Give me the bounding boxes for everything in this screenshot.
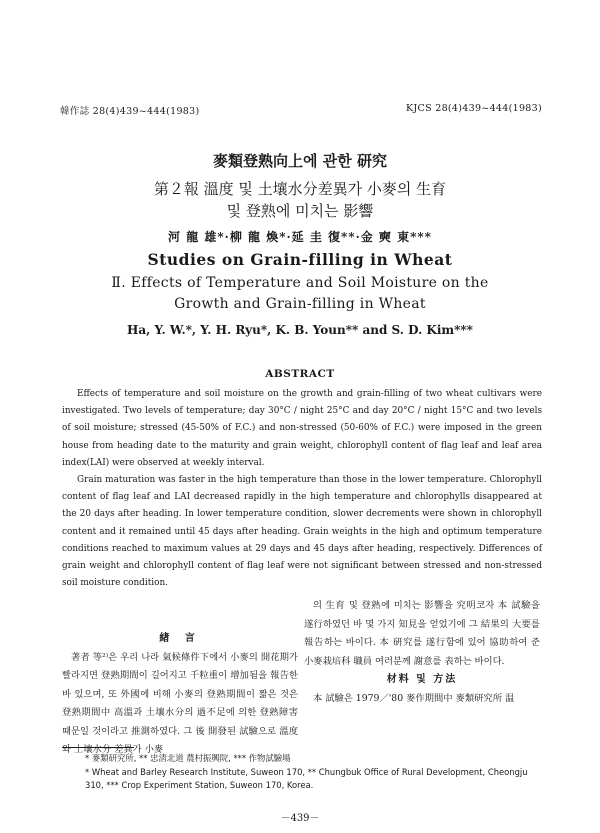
english-authors: Ha, Y. W.*, Y. H. Ryu*, K. B. Youn** and S. D. Kim*** xyxy=(127,323,473,337)
introduction-text: 著者 等²⁾은 우리 나라 氣候條件下에서 小麥의 開花期가 빨라지면 登熟期間이 길어지고 千粒重이 增加됨을 報告한 바 있으며, 또 外國에 비해 小麥의 登熟期間이 짧은 것은 登熟期間中 高溫과 土壤水分의 過不足에 의한 登熟障害 때문일 것이라고 推測하였다. 그 後 開發된 試驗으로 溫度와 土壤水分 差異가 小麥 xyxy=(62,651,298,755)
footnote-affiliations-english: * Wheat and Barley Research Institute, Suweon 170, ** Chungbuk Office of Rural Development, Cheongju 310, *** Crop Experiment Station, Suweon 170, Korea. xyxy=(85,766,528,790)
left-column xyxy=(62,630,298,760)
journal-citation-english: KJCS 28(4)439~444(1983) xyxy=(406,103,542,114)
methods-text: 本 試驗은 1979／'80 麥作期間中 麥類研究所 温 xyxy=(313,692,515,704)
footnote-divider xyxy=(62,747,134,748)
english-subtitle-line1: Ⅱ. Effects of Temperature and Soil Moisture on the xyxy=(111,275,489,291)
journal-citation-korean: 韓作誌 28(4)439~444(1983) xyxy=(60,106,200,117)
abstract-heading: ABSTRACT xyxy=(265,368,335,380)
methods-heading: 材料 및 方法 xyxy=(386,674,458,685)
abstract-body xyxy=(62,386,542,592)
footnotes xyxy=(85,752,547,793)
introduction-heading: 緖 言 xyxy=(159,633,201,644)
korean-authors: 河 龍 雄*·柳 龍 煥*·延 圭 復**·金 奭 東*** xyxy=(168,230,432,244)
english-title: Studies on Grain-filling in Wheat xyxy=(147,250,453,269)
korean-title: 麥類登熟向上에 관한 研究 xyxy=(213,152,387,170)
korean-subtitle-line1: 第２報 溫度 및 土壤水分差異가 小麥의 生育 xyxy=(153,180,447,198)
english-subtitle-line2: Growth and Grain-filling in Wheat xyxy=(174,296,426,312)
footnote-affiliations-korean: * 麥類研究所, ** 忠淸北道 農村振興院, *** 作物試驗場 xyxy=(85,753,291,763)
page-number: －439－ xyxy=(280,813,320,824)
korean-subtitle-line2: 및 登熟에 미치는 影響 xyxy=(226,202,374,220)
abstract-paragraph-1: Effects of temperature and soil moisture on the growth and grain-filling of two wheat cultivars were investigated. Two levels of temperature; day 30°C / night 25°C and day 20°C / night 15°C and two levels of soil moisture; stressed (45-50% of F.C.) and non-stressed (50-60% of F.C.) were imposed in the green house from heading date to the maturity and grain weight, chlorophyll content of flag leaf and leaf area index(LAI) were observed at weekly interval. xyxy=(62,389,542,468)
introduction-continued-text: 의 生育 및 登熟에 미치는 影響을 究明코자 本 試驗을 遂行하였던 바 몇 가지 知見을 얻었기에 그 結果의 大要를 報告하는 바이다. 本 硏究를 遂行함에 있어 協助하여 준 小麥栽培科 職員 여러분께 謝意를 表하는 바이다. xyxy=(304,600,540,667)
abstract-paragraph-2: Grain maturation was faster in the high temperature than those in the lower temperature. Chlorophyll content of flag leaf and LAI decreased rapidly in the high temperature and chlorophylls disappeared at the 20 days after heading. In lower temperature condition, slower decrements were shown in chlorophyll content and it remained until 45 days after heading. Grain weights in the high and optimum temperature conditions reached to maximum values at 29 days and 45 days after heading, respectively. Differences of grain weight and chlorophyll content of flag leaf were not significant between stressed and non-stressed soil moisture condition. xyxy=(62,475,542,589)
right-column xyxy=(304,597,540,708)
